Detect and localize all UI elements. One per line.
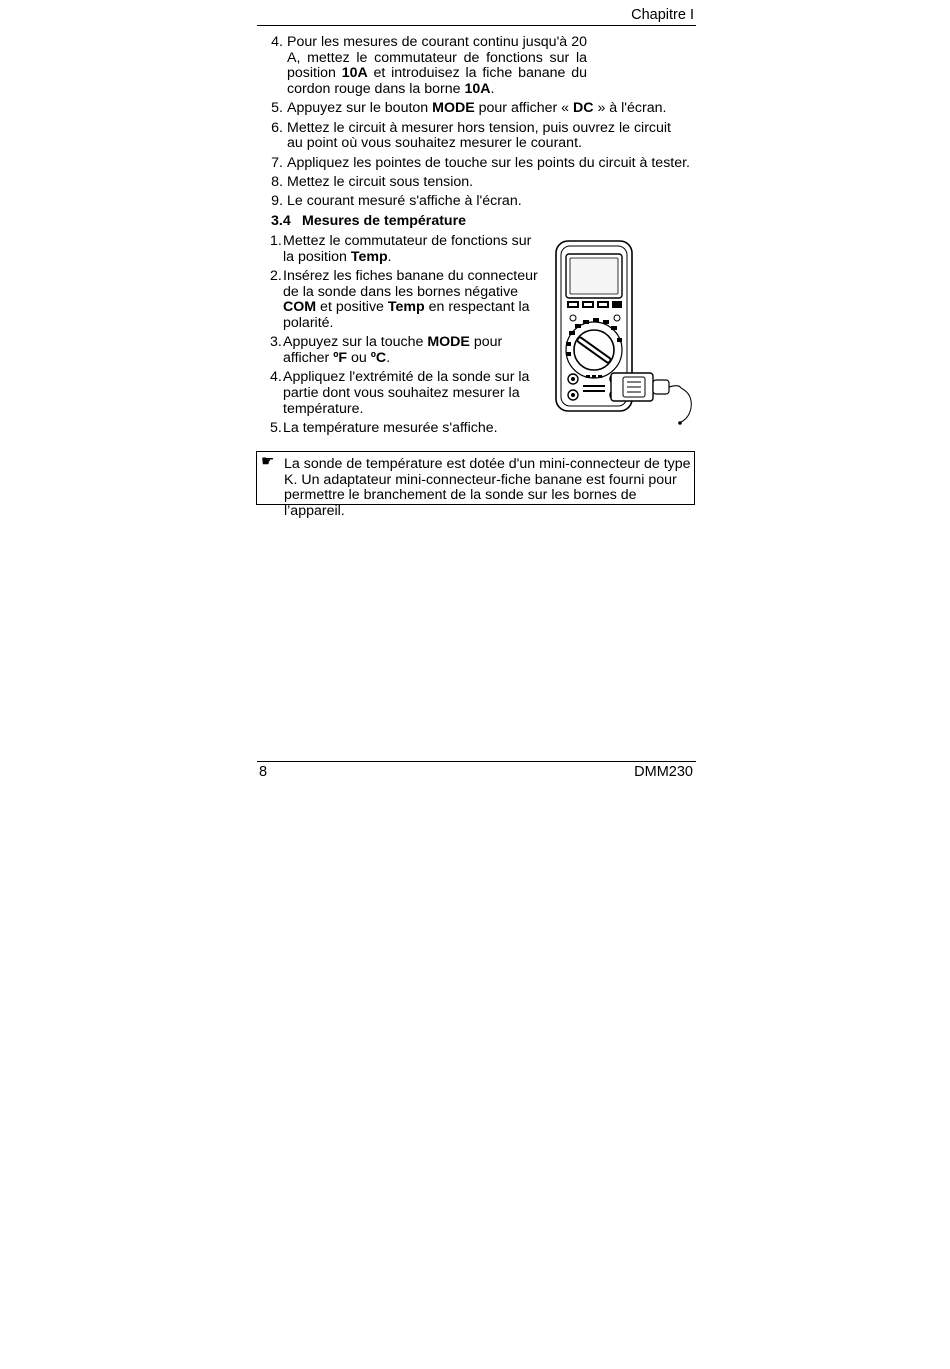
step-text [287,175,690,191]
step-text [283,421,542,437]
text-run: . [490,81,495,98]
bold-term: MODE [432,100,475,117]
step-text [287,121,690,152]
list-item [270,370,542,417]
section-title: Mesures de température [302,213,467,229]
step-text [283,370,542,417]
list-item [270,421,542,437]
text-run: La température mesurée s'affiche. [283,420,498,437]
list-item [270,156,690,172]
text-run: Mettez le circuit à mesurer hors tension, puis ouvrez le circuit au point où vous souhaitez mesurer le courant. [287,119,671,152]
bold-term: COM [283,299,317,316]
page-footer [257,761,696,782]
list-item [270,175,690,191]
dc-current-steps [270,35,690,214]
text-run: » à l'écran. [593,100,667,117]
list-item [270,194,690,210]
list-item [270,269,542,332]
step-text [287,194,690,210]
text-run: Insérez les fiches banane du connecteur de la sonde dans les bornes négative [283,268,538,300]
text-run: . [387,248,392,265]
bold-term: Temp [387,299,425,316]
text-run: Appliquez les pointes de touche sur les points du circuit à tester. [287,154,690,171]
step-number: 8. [271,174,283,190]
step-number: 4. [271,34,283,50]
note-text: La sonde de température est dotée d'un mini-connecteur de type K. Un adaptateur mini-connecteur-fiche banane est fourni pour permettre le branchement de la sonde sur les bornes de l’appareil. [284,456,691,520]
step-text [283,335,542,366]
text-run: ou [347,350,371,367]
page-header [257,6,696,26]
text-run: pour afficher [283,334,503,367]
text-run: Mettez le commutateur de fonctions sur la position [283,233,532,265]
step-number: 3. [270,334,282,351]
step-text [287,101,690,117]
step-number: 6. [271,119,283,136]
step-number: 9. [271,193,283,210]
text-run: . [386,350,391,367]
model-name: DMM230 [634,764,693,780]
step-number: 4. [270,369,282,386]
bold-term: ºC [370,350,387,367]
bold-term: MODE [427,334,470,351]
bold-term: 10A [464,81,491,98]
section-number: 3.4 [271,213,291,229]
text-run: Pour les mesures de courant continu jusqu'à 20 A, mettez le commutateur de fonctions sur la position [287,34,587,82]
step-number: 5. [271,100,283,117]
text-run: pour afficher « [474,100,574,117]
list-item [270,121,690,152]
text-run: en respectant la polarité. [283,299,530,332]
text-run: et positive [316,299,388,316]
bold-term: ºF [333,350,348,367]
step-text [287,156,690,172]
multimeter-with-probe-illustration [553,238,698,428]
text-run: Appuyez sur la touche [283,334,428,351]
text-run: Mettez le circuit sous tension. [287,174,474,190]
chapter-title: Chapitre I [631,7,694,23]
list-item [270,335,542,366]
step-number: 7. [271,154,283,171]
pointing-hand-icon: ☛ [261,453,275,470]
bold-term: 10A [341,65,368,82]
bold-term: DC [573,100,594,117]
text-run: Le courant mesuré s'affiche à l'écran. [287,193,522,210]
temperature-steps [270,234,542,440]
list-item [270,101,690,117]
bold-term: Temp [350,248,388,265]
step-number: 5. [270,420,282,437]
text-run: et introduisez la fiche banane du cordon rouge dans la borne [287,65,587,98]
note-box [256,451,695,520]
text-run: Appliquez l'extrémité de la sonde sur la partie dont vous souhaitez mesurer la température. [283,369,530,417]
list-item [270,234,542,265]
step-number: 2. [270,268,282,284]
page-number: 8 [259,764,268,780]
step-text [283,234,542,265]
step-number: 1. [270,233,282,249]
step-text [283,269,542,332]
text-run: Appuyez sur le bouton [287,100,433,117]
section-heading [271,213,466,229]
step-text [287,35,587,98]
list-item [270,35,587,98]
